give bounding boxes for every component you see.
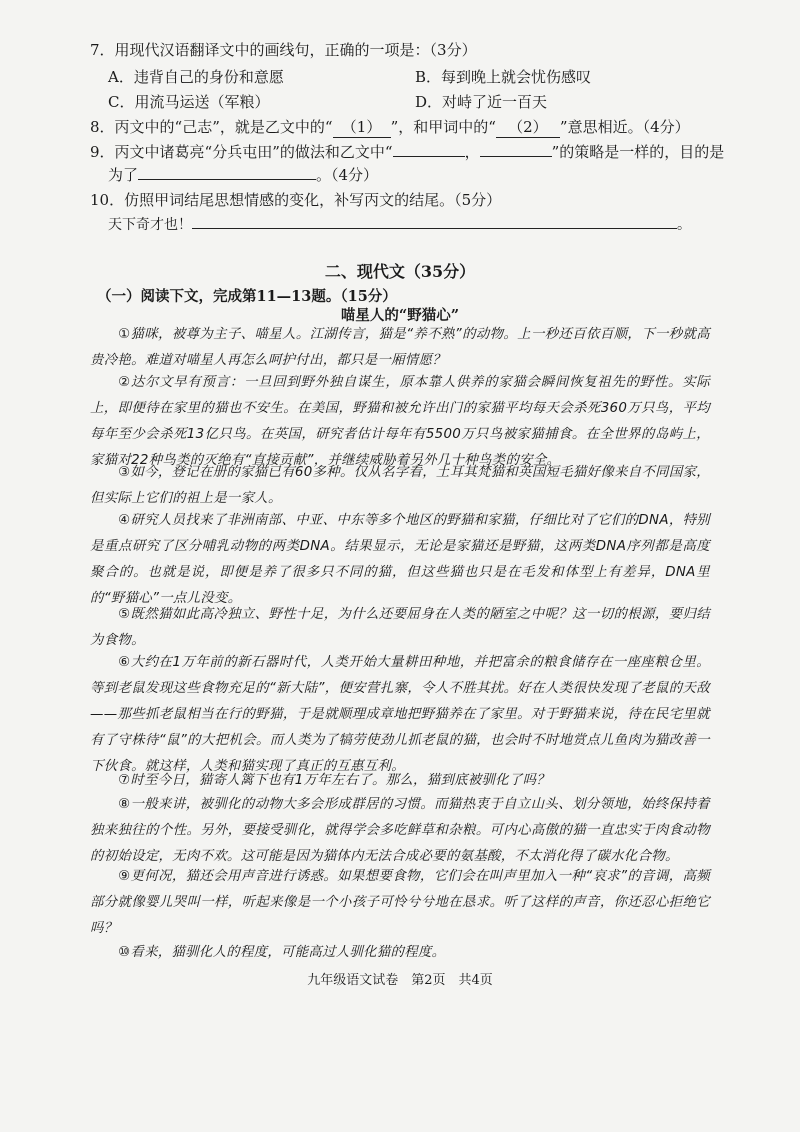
- article-paragraph-9: ⑨更何况，猫还会用声音进行诱惑。如果想要食物，它们会在叫声里加入一种“哀求”的音调，高频部分就像婴儿哭叫一样，听起来像是一个小孩子可怜兮兮地在恳求。听了这样的声音，你还忍心拒绝它吗？: [90, 869, 710, 936]
- question-9-blank-2[interactable]: [480, 156, 552, 157]
- question-8: 8．丙文中的“己志”，就是乙文中的“ （1） ”，和甲词中的“ （2） ”意思相近。（4分）: [90, 118, 690, 136]
- article-paragraph-8: ⑧一般来讲，被驯化的动物大多会形成群居的习惯。而猫热衷于自立山头、划分领地，始终保持着独来独往的个性。另外，要接受驯化，就得学会多吃鲜草和杂粮。可内心高傲的猫一直忠实于肉食动物的初始设定，无肉不欢。这可能是因为猫体内无法合成必要的氨基酸，不太消化得了碳水化合物。: [90, 797, 710, 864]
- question-10-answer: 天下奇才也！ 。: [108, 214, 691, 235]
- question-7-stem: 7．用现代汉语翻译文中的画线句，正确的一项是：（3分）: [90, 41, 477, 59]
- article-paragraph-7: ⑦时至今日，猫寄人篱下也有1万年左右了。那么，猫到底被驯化了吗？: [118, 773, 550, 788]
- question-9-line-2: 为了 。（4分）: [108, 166, 379, 184]
- question-7-option-c: C．用流马运送（军粮）: [108, 93, 270, 111]
- question-10-answer-line[interactable]: [192, 214, 677, 229]
- question-9-blank-1[interactable]: [393, 156, 465, 157]
- question-8-blank-2[interactable]: （2）: [496, 117, 560, 138]
- article-paragraph-10: ⑩看来，猫驯化人的程度，可能高过人驯化猫的程度。: [118, 945, 446, 960]
- article-paragraph-4: ④研究人员找来了非洲南部、中亚、中东等多个地区的野猫和家猫，仔细比对了它们的DNA，特别是重点研究了区分哺乳动物的两类DNA。结果显示，无论是家猫还是野猫，这两类DNA序列都是高度聚合的。也就是说，即便是养了很多只不同的猫，但这些猫也只是在毛发和体型上有差异，DNA里的“野猫心”一点儿没变。: [90, 513, 710, 606]
- article-paragraph-5: ⑤既然猫如此高冷独立、野性十足，为什么还要屈身在人类的陋室之中呢？这一切的根源，要归结为食物。: [90, 607, 710, 648]
- question-7-option-a: A．违背自己的身份和意愿: [108, 68, 284, 86]
- question-10-stem: 10．仿照甲词结尾思想情感的变化，补写丙文的结尾。（5分）: [90, 191, 502, 209]
- question-8-blank-1[interactable]: （1）: [333, 117, 391, 138]
- question-9-blank-3[interactable]: [138, 179, 316, 180]
- article-title: 喵星人的“野猫心”: [340, 307, 460, 324]
- reading-instruction: （一）阅读下文，完成第11—13题。（15分）: [97, 288, 397, 305]
- question-7-option-d: D．对峙了近一百天: [415, 93, 548, 111]
- section-title: 二、现代文（35分）: [324, 262, 476, 281]
- page-footer: 九年级语文试卷 第2页 共4页: [307, 973, 493, 988]
- question-7-option-b: B．每到晚上就会忧伤感叹: [415, 68, 592, 86]
- article-paragraph-2: ②达尔文早有预言：一旦回到野外独自谋生，原本靠人供养的家猫会瞬间恢复祖先的野性。实际上，即便待在家里的猫也不安生。在美国，野猫和被允许出门的家猫平均每天会杀死360万只鸟，平均每年至少会杀死13亿只鸟。在英国，研究者估计每年有5500万只鸟被家猫捕食。在全世界的岛屿上，家猫对22种鸟类的灭绝有“直接贡献”，并继续威胁着另外几十种鸟类的安全。: [90, 375, 710, 468]
- article-paragraph-6: ⑥大约在1万年前的新石器时代，人类开始大量耕田种地，并把富余的粮食储存在一座座粮仓里。等到老鼠发现这些食物充足的“新大陆”，便安营扎寨，令人不胜其扰。好在人类很快发现了老鼠的天敌——那些抓老鼠相当在行的野猫，于是就顺理成章地把野猫养在了家里。对于野猫来说，待在民宅里就有了守株待“鼠”的大把机会。而人类为了犒劳使劲儿抓老鼠的猫，也会时不时地赏点儿鱼肉为猫改善一下伙食。就这样，人类和猫实现了真正的互惠互利。: [90, 655, 710, 774]
- article-paragraph-1: ①猫咪，被尊为主子、喵星人。江湖传言，猫是“养不熟”的动物。上一秒还百依百顺，下一秒就高贵冷艳。难道对喵星人再怎么呵护付出，都只是一厢情愿？: [90, 327, 710, 368]
- question-9: 9．丙文中诸葛亮“分兵屯田”的做法和乙文中“ ， ”的策略是一样的，目的是: [90, 143, 725, 161]
- article-paragraph-3: ③如今，登记在册的家猫已有60多种。仅从名字看，土耳其梵猫和英国短毛猫好像来自不同国家，但实际上它们的祖上是一家人。: [90, 465, 710, 506]
